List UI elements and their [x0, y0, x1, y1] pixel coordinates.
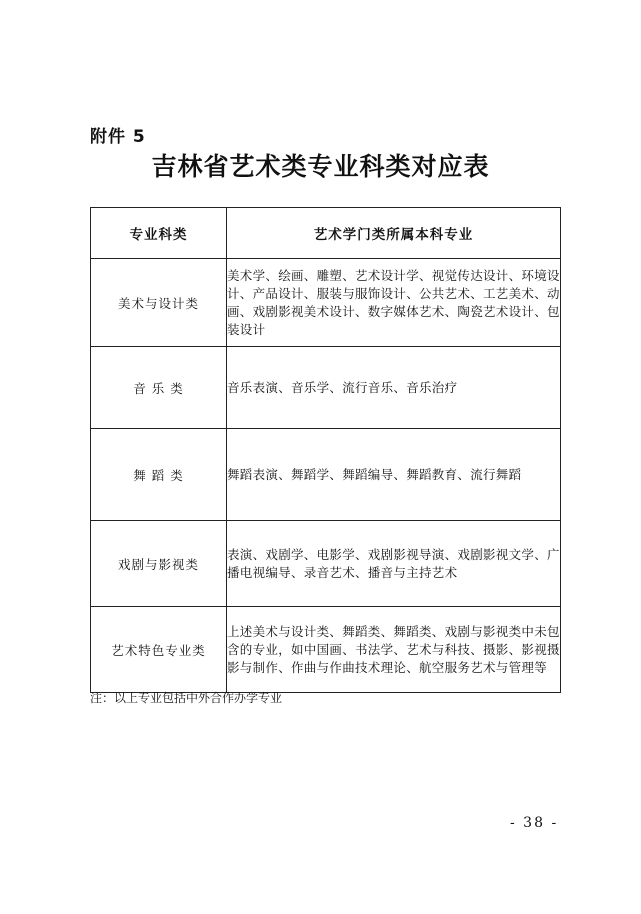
category-cell: 美术与设计类 [91, 259, 227, 347]
category-cell: 艺术特色专业类 [91, 607, 227, 693]
column-header-majors: 艺术学门类所属本科专业 [227, 208, 561, 259]
table-row [91, 347, 561, 429]
column-header-category: 专业科类 [91, 208, 227, 259]
table-row [91, 607, 561, 693]
major-category-table [90, 207, 561, 693]
majors-cell: 表演、戏剧学、电影学、戏剧影视导演、戏剧影视文学、广播电视编导、录音艺术、播音与主持艺术 [227, 521, 561, 607]
page-number: - 38 - [510, 815, 559, 831]
table-row [91, 521, 561, 607]
table-row [91, 429, 561, 521]
table-header-row [91, 208, 561, 259]
attachment-label: 附件 5 [90, 127, 146, 147]
category-cell: 戏剧与影视类 [91, 521, 227, 607]
category-cell: 舞 蹈 类 [91, 429, 227, 521]
footnote: 注：以上专业包括中外合作办学专业 [90, 691, 283, 705]
majors-cell: 音乐表演、音乐学、流行音乐、音乐治疗 [227, 347, 561, 429]
table-row [91, 259, 561, 347]
category-cell: 音 乐 类 [91, 347, 227, 429]
majors-cell: 上述美术与设计类、舞蹈类、舞蹈类、戏剧与影视类中未包含的专业，如中国画、书法学、艺术与科技、摄影、影视摄影与制作、作曲与作曲技术理论、航空服务艺术与管理等 [227, 607, 561, 693]
majors-cell: 舞蹈表演、舞蹈学、舞蹈编导、舞蹈教育、流行舞蹈 [227, 429, 561, 521]
page-title: 吉林省艺术类专业科类对应表 [151, 152, 490, 181]
majors-cell: 美术学、绘画、雕塑、艺术设计学、视觉传达设计、环境设计、产品设计、服装与服饰设计、公共艺术、工艺美术、动画、戏剧影视美术设计、数字媒体艺术、陶瓷艺术设计、包装设计 [227, 259, 561, 347]
